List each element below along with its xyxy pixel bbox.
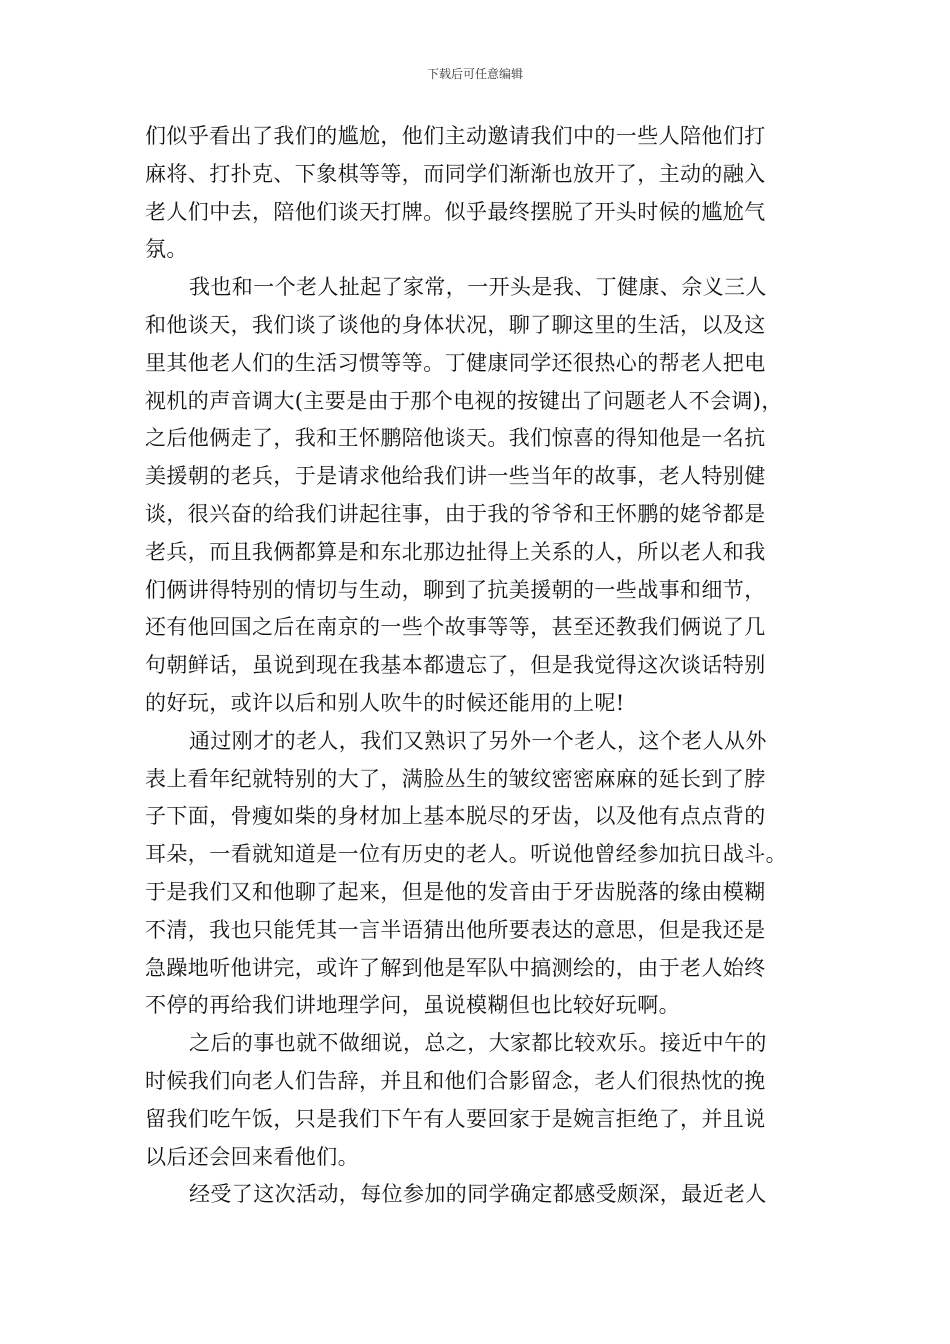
paragraph-4 [145,1025,815,1176]
paragraph-5 [145,1176,815,1214]
text-line: 们似乎看出了我们的尴尬，他们主动邀请我们中的一些人陪他们打 [145,124,766,148]
text-line: 以后还会回来看他们。 [145,1144,359,1169]
text-line: 我也和一个老人扯起了家常，一开头是我、丁健康、佘义三人 [189,275,767,300]
text-line: 之后他俩走了，我和王怀鹏陪他谈天。我们惊喜的得知他是一名抗 [145,426,766,451]
text-line: 于是我们又和他聊了起来，但是他的发音由于牙齿脱落的缘由模糊 [145,879,766,904]
text-line: 和他谈天，我们谈了谈他的身体状况，聊了聊这里的生活，以及这 [145,312,766,337]
text-line: 表上看年纪就特别的大了，满脸丛生的皱纹密密麻麻的延长到了脖 [145,766,766,791]
text-line: 老人们中去，陪他们谈天打牌。似乎最终摆脱了开头时候的尴尬气 [145,199,766,224]
text-line: 通过刚才的老人，我们又熟识了另外一个老人，这个老人从外 [189,728,767,753]
paragraph-2 [145,269,815,723]
text-line: 老兵，而且我俩都算是和东北那边扯得上关系的人，所以老人和我 [145,539,766,564]
text-line: 谈，很兴奋的给我们讲起往事，由于我的爷爷和王怀鹏的姥爷都是 [145,501,766,526]
text-line: 不清，我也只能凭其一言半语猜出他所要表达的意思，但是我还是 [145,917,766,942]
text-line: 麻将、打扑克、下象棋等等，而同学们渐渐也放开了，主动的融入 [145,161,766,186]
text-line: 里其他老人们的生活习惯等等。丁健康同学还很热心的帮老人把电 [145,350,766,375]
text-line: 的好玩，或许以后和别人吹牛的时候还能用的上呢! [145,690,625,715]
text-line: 美援朝的老兵，于是请求他给我们讲一些当年的故事，老人特别健 [145,464,766,489]
paragraph-3 [145,723,815,1025]
text-line: 们俩讲得特别的情切与生动，聊到了抗美援朝的一些战事和细节， [145,577,766,602]
text-line: 急躁地听他讲完，或许了解到他是军队中搞测绘的，由于老人始终 [145,955,766,980]
text-line: 句朝鲜话，虽说到现在我基本都遗忘了，但是我觉得这次谈话特别 [145,653,766,678]
text-line: 经受了这次活动，每位参加的同学确定都感受颇深，最近老人 [189,1182,767,1207]
text-line: 时候我们向老人们告辞，并且和他们合影留念，老人们很热忱的挽 [145,1068,766,1093]
text-line: 氛。 [145,237,188,262]
text-line: 之后的事也就不做细说，总之，大家都比较欢乐。接近中午的 [189,1031,767,1056]
text-line: 耳朵，一看就知道是一位有历史的老人。听说他曾经参加抗日战斗。 [145,842,787,867]
page-header-note: 下载后可任意编辑 [426,67,523,81]
paragraph-1 [145,118,815,269]
text-line: 子下面，骨瘦如柴的身材加上基本脱尽的牙齿，以及他有点点背的 [145,804,766,829]
text-line: 不停的再给我们讲地理学问，虽说模糊但也比较好玩啊。 [145,993,680,1018]
text-line: 视机的声音调大(主要是由于那个电视的按键出了问题老人不会调)， [145,388,783,413]
document-body [145,118,815,1214]
text-line: 留我们吃午饭，只是我们下午有人要回家于是婉言拒绝了，并且说 [145,1106,766,1131]
text-line: 还有他回国之后在南京的一些个故事等等，甚至还教我们俩说了几 [145,615,766,640]
